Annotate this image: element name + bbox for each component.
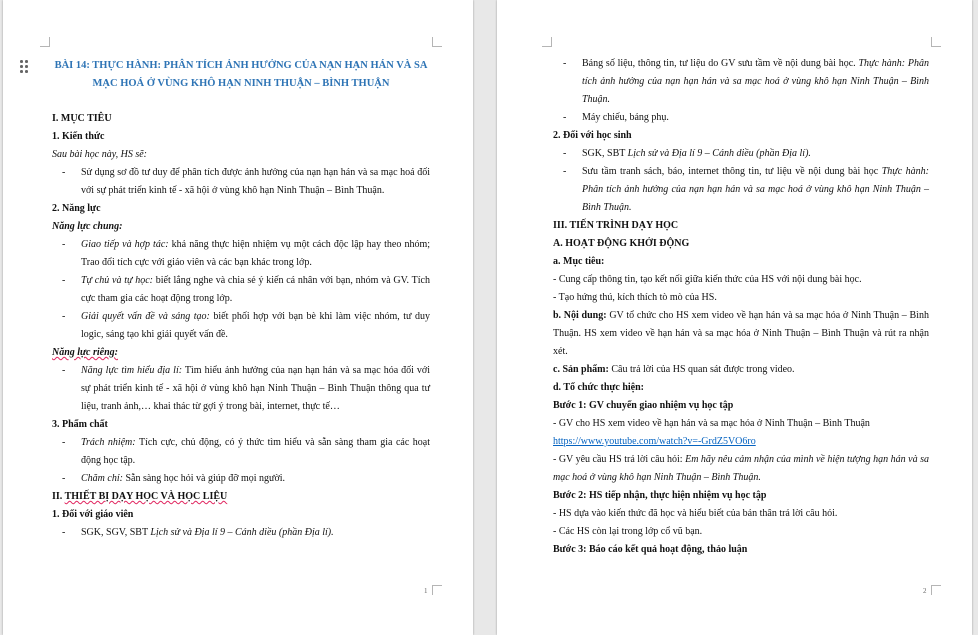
page-1-content[interactable] [52, 57, 430, 542]
list-item: - Năng lực tìm hiểu địa lí: Tìm hiểu ảnh hưởng của nạn hạn hán và sa mạc hóa đối với sự phát triển kinh tế - xã hội ở vùng khô hạn Ninh Thuận – Bình Thuận thông qua tư liệu, tranh ảnh,… khai thác từ gợi ý trong bài, internet, thực tế… [62, 365, 430, 412]
page-2-content[interactable] [553, 55, 929, 559]
subheading: Năng lực chung: [52, 221, 123, 232]
list-item: - Giải quyết vấn đề và sáng tạo: biết phối hợp với bạn bè khi làm việc nhóm, tư duy logic, sáng tạo khi giải quyết vấn đề. [62, 311, 430, 340]
subheading: a. Mục tiêu: [553, 256, 605, 267]
page-number: 2 [923, 587, 927, 595]
subsection-heading: 2. Năng lực [52, 203, 101, 214]
margin-corner-mark [40, 37, 50, 47]
list-item: - Sưu tầm tranh sách, báo, internet thông tin, tư liệu về nội dung bài học Thực hành: Phân tích ảnh hưởng của nạn hạn hán và sa mạc hoá ở vùng khô hạn Ninh Thuận – Bình Thuận. [563, 166, 929, 213]
list-item: - Chăm chỉ: Sẵn sàng học hỏi và giúp đỡ mọi người. [62, 473, 286, 484]
step-heading: Bước 2: HS tiếp nhận, thực hiện nhiệm vụ học tập [553, 490, 767, 501]
list-item: - SGK, SBT Lịch sử và Địa lí 9 – Cánh diều (phần Địa lí). [563, 148, 811, 159]
drag-handle-icon[interactable] [20, 60, 29, 74]
margin-corner-mark [542, 37, 552, 47]
intro-text: Sau bài học này, HS sẽ: [52, 149, 147, 160]
list-item: - SGK, SGV, SBT Lịch sử và Địa lí 9 – Cánh diều (phần Địa lí). [62, 527, 334, 538]
step-heading: Bước 1: GV chuyển giao nhiệm vụ học tập [553, 400, 734, 411]
list-item: - Bảng số liệu, thông tin, tư liệu do GV sưu tầm về nội dung bài học. Thực hành: Phân tích ảnh hưởng của nạn hạn hán và sa mạc hoá ở vùng khô hạn Ninh Thuận – Bình Thuận. [563, 58, 929, 105]
list-item: - Giao tiếp và hợp tác: khả năng thực hiện nhiệm vụ một cách độc lập hay theo nhóm; Trao đổi tích cực với giáo viên và các bạn khác trong lớp. [62, 239, 430, 268]
paragraph: - GV yêu cầu HS trả lời câu hỏi: Em hãy nêu cảm nhận của mình về hiện tượng hạn hán và sa mạc hoá ở vùng khô hạn Ninh Thuận – Bình Thuận. [553, 454, 929, 483]
list-item: - Tự chủ và tự học: biết lắng nghe và chia sẻ ý kiến cá nhân với bạn, nhóm và GV. Tích cực tham gia các hoạt động trong lớp. [62, 275, 430, 304]
list-item: - Máy chiếu, bảng phụ. [563, 112, 669, 123]
margin-corner-mark [931, 585, 941, 595]
margin-corner-mark [931, 37, 941, 47]
document-page-1 [3, 0, 473, 635]
page-number: 1 [424, 587, 428, 595]
section-heading: III. TIẾN TRÌNH DẠY HỌC [553, 220, 679, 231]
step-heading: Bước 3: Báo cáo kết quả hoạt động, thảo luận [553, 544, 748, 555]
list-item: - Sử dụng sơ đồ tư duy để phân tích được ảnh hưởng của nạn hạn hán và sa mạc hoá đối với sự phát triển kinh tế - xã hội ở vùng khô hạn Ninh Thuận – Bình Thuận. [62, 167, 430, 196]
section-heading: I. MỤC TIÊU [52, 113, 112, 124]
margin-corner-mark [432, 585, 442, 595]
paragraph: - GV cho HS xem video về hạn hán và sa mạc hóa ở Ninh Thuận – Bình Thuận [553, 418, 870, 429]
subsection-heading: 2. Đối với học sinh [553, 130, 632, 141]
subsection-heading: 1. Đối với giáo viên [52, 509, 134, 520]
document-page-2 [497, 0, 972, 635]
video-link[interactable]: https://www.youtube.com/watch?v=-GrdZ5VO6ro [553, 436, 756, 447]
paragraph: - Tạo hứng thú, kích thích tò mò của HS. [553, 292, 717, 303]
subsection-heading: 1. Kiến thức [52, 131, 105, 142]
section-heading: A. HOẠT ĐỘNG KHỞI ĐỘNG [553, 238, 690, 249]
lesson-title: BÀI 14: THỰC HÀNH: PHÂN TÍCH ẢNH HƯỞNG CỦA NẠN HẠN HÁN VÀ SA MẠC HOÁ Ở VÙNG KHÔ HẠN NINH THUẬN – BÌNH THUẬN [54, 60, 428, 89]
paragraph: b. Nội dung: GV tổ chức cho HS xem video về hạn hán và sa mạc hóa ở Ninh Thuận – Bình Thuận. HS xem video về hạn hán và sa mạc hóa ở Ninh Thuận – Bình Thuận và rút ra nhận xét. [553, 310, 930, 357]
subheading: d. Tổ chức thực hiện: [553, 382, 644, 393]
paragraph: c. Sản phẩm: Câu trả lời của HS quan sát được trong video. [553, 364, 795, 375]
paragraph: - Các HS còn lại trong lớp cổ vũ bạn. [553, 526, 703, 537]
section-heading: II. THIẾT BỊ DẠY HỌC VÀ HỌC LIỆU [52, 491, 228, 502]
paragraph: - Cung cấp thông tin, tạo kết nối giữa kiến thức của HS với nội dung bài học. [553, 274, 862, 285]
subheading: Năng lực riêng: [52, 347, 118, 358]
paragraph: - HS dựa vào kiến thức đã học và hiểu biết của bản thân trả lời câu hỏi. [553, 508, 838, 519]
subsection-heading: 3. Phẩm chất [52, 419, 108, 430]
list-item: - Trách nhiệm: Tích cực, chủ động, có ý thức tìm hiểu và sẵn sàng tham gia các hoạt động học tập. [62, 437, 431, 466]
margin-corner-mark [432, 37, 442, 47]
